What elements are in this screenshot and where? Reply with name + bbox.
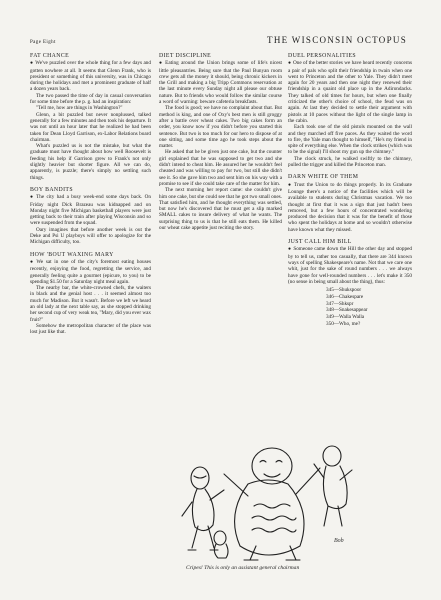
paragraph: ● Trust the Union to do things properly. In its Graduate Lounge there's a notice of the facilities which will be available to students during Christmas vacation. We too thought at first that it was a sign that just hadn't been removed, but a few hours of concentrated wondering produced the decision that it was for the benefit of those who spent the holidays at home and so wouldn't otherwise have known what they missed.: [288, 181, 412, 233]
paragraph: ● The city had a busy week-end some days back. On Friday night Dick Brazeau was kidnapped and on Monday night five Michigan basketball players were just getting back to their train after playing Wisconsin and so were suspended from the squad.: [30, 194, 151, 227]
paragraph: The next morning her report came: she couldn't give him one cake, but she could see that he got two small ones. That satisfied him, and he thought everything was settled, but now he's discovered that he must get a slip marked SMALL cakes to insure delivery of what he wants. The surprising thing to us is that he still eats them. He killed our wheat cake appetite just reciting the story.: [159, 187, 282, 232]
paragraph: What's puzzled us is not the mistake, but what the graduate must have thought about how well Roosevelt is feeding his help if Garrison grew to Frank's not only slightly heavier but shorter figure. All we can do, apparently, is puzzle; there's simply no settling such things.: [30, 143, 151, 181]
list-item: 347—Shkspr: [326, 300, 354, 307]
heading-duel-personalities: DUEL PERSONALITIES: [288, 53, 357, 59]
heading-just-call-him-bill: JUST CALL HIM BILL: [288, 239, 352, 246]
heading-waxing-mary: HOW 'BOUT WAXING MARY: [30, 251, 114, 258]
paragraph: ● We sat in one of the city's foremost eating houses recently, enjoying the food, regretting the service, and generally feeling quite a gourmet (epicure, to you) to be spending $1.50 for a Saturday night meal again.: [30, 258, 151, 285]
paragraph: The nearby bar, the white-crowned chefs, the waiters in black and the genial host . . . it seemed almost too much for Madison. But it wasn't. Before we left we heard an old lady at the next table say, as she stopped drinking her second cup of very weak tea, "Mary, did you ever wax fruit?": [30, 285, 151, 323]
paragraph: The two passed the time of day in casual conversation for some time before the p. g. had an inspiration:: [30, 92, 151, 106]
paragraph: ● We've puzzled over the whole thing for a few days and gotten nowhere at all. It seems that Glenn Frank, who is president or something of this university, was in Chicago during the holidays and met a prominent graduate of half a dozen years back.: [30, 60, 151, 93]
paragraph: ● One of the better stories we have heard recently concerns a pair of pals who split their friendship in twain when one went to Princeton and the other to Yale. They didn't meet again for 20 years and then one night they renewed their friendship in a quaint old place up in the Adirondacks. They talked of old times for hours, but when one finally criticized the other's choice of school, the feud was on again. At last they decided to settle their argument with pistols at 10 paces without the light of the single lamp in the cabin.: [288, 60, 412, 124]
paragraph: The clock struck, he walked swiftly to the chimney, pulled the trigger and killed the Princeton man.: [288, 155, 412, 169]
heading-boy-bandits: BOY BANDITS: [30, 186, 73, 193]
column-left: [30, 53, 151, 335]
spelling-list: [326, 287, 412, 328]
bullet-icon: ●: [30, 61, 34, 67]
column-right: [288, 53, 412, 328]
paragraph: The food is good; we have no complaint about that. But method is king, and one of Oxy's best men is still groggy after a battle over wheat cakes. Two big cakes form an order, you know now if you didn't before you started this sentence. But two is too much for our hero to dispose of at one sitting, and some time ago he took steps about the matter.: [159, 105, 282, 150]
heading-fat-chance: FAT CHANCE: [30, 53, 70, 59]
paragraph: Glenn, a bit puzzled but never nonplussed, talked generally for a few minutes and then took his departure. It was not until an hour later that he realized he had been taken for Dean Lloyd Garrison, ex-Labor Relations board chairman.: [30, 111, 151, 143]
cartoon-caption: Cripes! This is only an assistant general chairman: [186, 565, 300, 571]
paragraph: Somehow the metropolitan character of the place was lost just like that.: [30, 322, 151, 336]
list-item: 346—Chakespare: [326, 293, 364, 300]
bullet-icon: ●: [288, 182, 292, 188]
bullet-icon: ●: [30, 195, 35, 201]
paragraph: ● Someone came down the Hill the other day and stopped by to tell us, rather too casually, that there are 344 known ways of spelling Shakespeare's name. Not that we care one whit, just for the sake of round numbers . . . we always have gone for well-rounded numbers . . . let's make it 350 (no sense in being small about the thing), thus:: [288, 246, 412, 285]
paragraph: Oary imagines that before another week is out the Deke and Psi U playboys will offer to apologize for the Michigan difficulty, too.: [30, 226, 151, 246]
bullet-icon: ●: [30, 259, 35, 265]
bullet-icon: ●: [288, 61, 292, 67]
list-item: 348—Snakesappear: [326, 307, 368, 314]
column-middle: [159, 53, 282, 231]
heading-darn-white: DARN WHITE OF THEM: [288, 174, 359, 181]
paragraph: Each took one of the old pistols mounted on the wall and they marched off five paces. As they waited the word to fire, the Yale man thought to himself, "He's my friend in spite of everything else. When the clock strikes (which was to be the signal) I'll shoot my gun up the chimney.": [288, 124, 412, 156]
paragraph: He asked that he be given just one cake, but the counter girl explained that he was supposed to get two and she didn't intend to cheat him. He assured her he wouldn't feel cheated and was willing to pay for two, but still she didn't see it. So she gave him two and sent him on his way with a promise to see if she could take care of the matter for him.: [159, 149, 282, 187]
bullet-icon: ●: [288, 247, 292, 253]
list-item: 345—Shukspoor: [326, 287, 362, 294]
list-item: 350—Who, me?: [326, 321, 361, 328]
list-item: 349—Walla Walla: [326, 314, 365, 321]
paragraph: ● Eating around the Union brings some of life's nicest little pleasantries. Being sure that the Paul Bunyan room crew gets all the money it should, being chronic kickers in the Grill and making a big Tripp Commons reservation at the last minute every Sunday night all please our obtuse nature. But to friends who would follow the similar course a word of warning: beware cafeteria breakfasts.: [159, 60, 282, 106]
paragraph: "Tell me, how are things in Washington?": [36, 105, 123, 112]
heading-diet-discipline: DIET DISCIPLINE: [159, 53, 212, 59]
artist-signature: Bob: [334, 538, 344, 544]
bullet-icon: ●: [159, 61, 164, 67]
page-number: Page Eight: [30, 40, 56, 45]
cartoon-illustration: [164, 426, 366, 566]
masthead-title: THE WISCONSIN OCTOPUS: [267, 35, 407, 45]
